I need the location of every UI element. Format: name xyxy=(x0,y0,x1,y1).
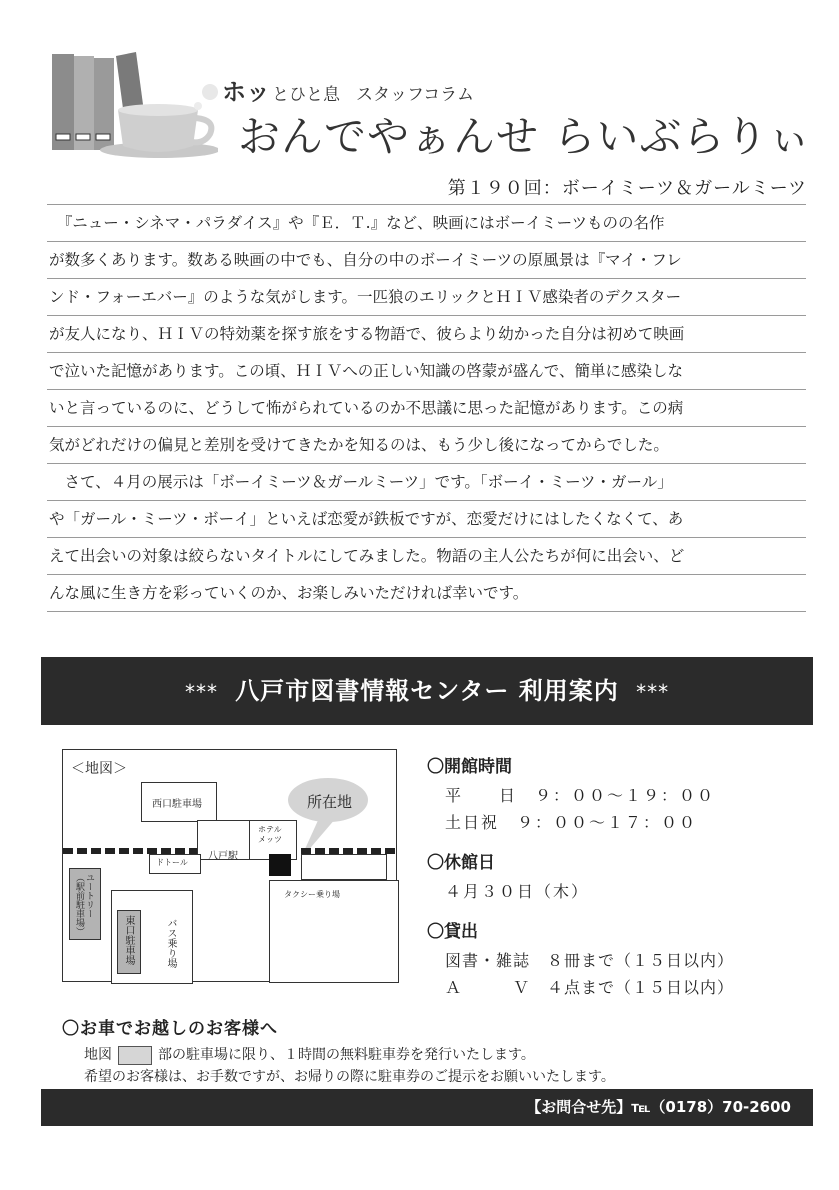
article-line: 気がどれだけの偏見と差別を受けてきたかを知るのは、もう少し後になってからでした。 xyxy=(47,427,806,464)
hours-holiday: 土日祝 ９：００〜１７：００ xyxy=(445,813,698,832)
location-map xyxy=(62,749,397,982)
article-line: さて、４月の展示は「ボーイミーツ＆ガールミーツ」です。「ボーイ・ミーツ・ガール」 xyxy=(47,464,806,501)
taxi-label: タクシー乗り場 xyxy=(284,890,340,899)
hotel-label: ホテル メッツ xyxy=(258,825,282,844)
utopia-parking-box xyxy=(69,868,101,940)
doutor-box xyxy=(149,854,201,874)
article-line: で泣いた記憶があります。この頃、ＨＩＶへの正しい知識の啓蒙が盛んで、簡単に感染しな xyxy=(47,353,806,390)
usage-guide-banner xyxy=(41,657,813,725)
car-line1-post: 部の駐車場に限り、１時間の無料駐車券を発行いたします。 xyxy=(158,1047,535,1063)
car-line-1 xyxy=(84,1044,615,1066)
kicker-staff: スタッフコラム xyxy=(356,85,474,105)
east-parking-box xyxy=(117,910,141,974)
banner-stars-left: *** xyxy=(184,680,218,704)
info-column xyxy=(427,752,817,1001)
hours-weekday: 平 日 ９：００〜１９：００ xyxy=(445,786,716,805)
article-line: や「ガール・ミーツ・ボーイ」といえば恋愛が鉄板ですが、恋愛だけにはしたくなくて、あ xyxy=(47,501,806,538)
closed-title: 〇休館日 xyxy=(427,853,495,873)
building-block xyxy=(301,854,387,880)
loan-av: Ａ Ｖ ４点まで（１５日以内） xyxy=(445,978,735,997)
article-line: えて出会いの対象は絞らないタイトルにしてみました。物語の主人公たちが何に出会い、ど xyxy=(47,538,806,575)
library-location-marker xyxy=(269,854,291,876)
banner-stars-right: *** xyxy=(636,680,670,704)
bus-stop-label: バス乗り場 xyxy=(165,918,176,968)
loan-title: 〇貸出 xyxy=(427,922,478,942)
taxi-area-box xyxy=(269,880,399,983)
hours-title: 〇開館時間 xyxy=(427,757,512,777)
column-title: おんでやぁんせ らいぶらりぃ xyxy=(238,112,812,161)
parking-color-swatch xyxy=(118,1046,152,1065)
books-cup-illustration xyxy=(48,50,218,180)
car-line-2: 希望のお客様は、お手数ですが、お帰りの際に駐車券のご提示をお願いいたします。 xyxy=(84,1069,615,1085)
utopia-label: ユートリー （駅前駐車場） xyxy=(74,873,94,936)
loan-books: 図書・雑誌 ８冊まで（１５日以内） xyxy=(445,951,735,970)
station-box xyxy=(197,820,251,860)
issue-title: 第１９０回：ボーイミーツ＆ガールミーツ xyxy=(447,178,807,199)
east-parking-label: 東口駐車場 xyxy=(123,915,134,965)
west-parking-box xyxy=(141,782,217,822)
article-body xyxy=(47,204,806,612)
contact-phone: 【お問合せ先】℡（0178）70-2600 xyxy=(526,1098,791,1116)
doutor-label: ドトール xyxy=(156,858,188,867)
callout-label: 所在地 xyxy=(307,793,353,811)
column-kicker xyxy=(222,72,474,107)
article-line: んな風に生き方を彩っていくのか、お楽しみいただければ幸いです。 xyxy=(47,575,806,612)
article-line: 『ニュー・シネマ・パラダイス』や『Ｅ．Ｔ.』など、映画にはボーイミーツものの名作 xyxy=(47,204,806,242)
car-section-title: 〇お車でお越しのお客様へ xyxy=(62,1019,278,1039)
closed-date: ４月３０日（木） xyxy=(445,882,590,901)
car-line1-pre: 地図 xyxy=(84,1047,112,1063)
map-label: ＜地図＞ xyxy=(71,761,127,777)
article-line: いと言っているのに、どうして怖がられているのか不思議に思った記憶があります。この病 xyxy=(47,390,806,427)
kicker-mid: とひと息 xyxy=(272,85,340,105)
station-label: 八戸駅 xyxy=(208,851,238,862)
contact-footer xyxy=(41,1089,813,1126)
banner-title: 八戸市図書情報センター 利用案内 xyxy=(235,677,619,705)
car-section-text xyxy=(84,1044,615,1088)
kicker-big: ホッ xyxy=(222,78,270,106)
article-line: が数多くあります。数ある映画の中でも、自分の中のボーイミーツの原風景は『マイ・フレ xyxy=(47,242,806,279)
article-line: ンド・フォーエバー』のような気がします。一匹狼のエリックとＨＩＶ感染者のデクスター xyxy=(47,279,806,316)
west-parking-label: 西口駐車場 xyxy=(152,799,202,810)
article-line: が友人になり、ＨＩＶの特効薬を探す旅をする物語で、彼らより幼かった自分は初めて映画 xyxy=(47,316,806,353)
